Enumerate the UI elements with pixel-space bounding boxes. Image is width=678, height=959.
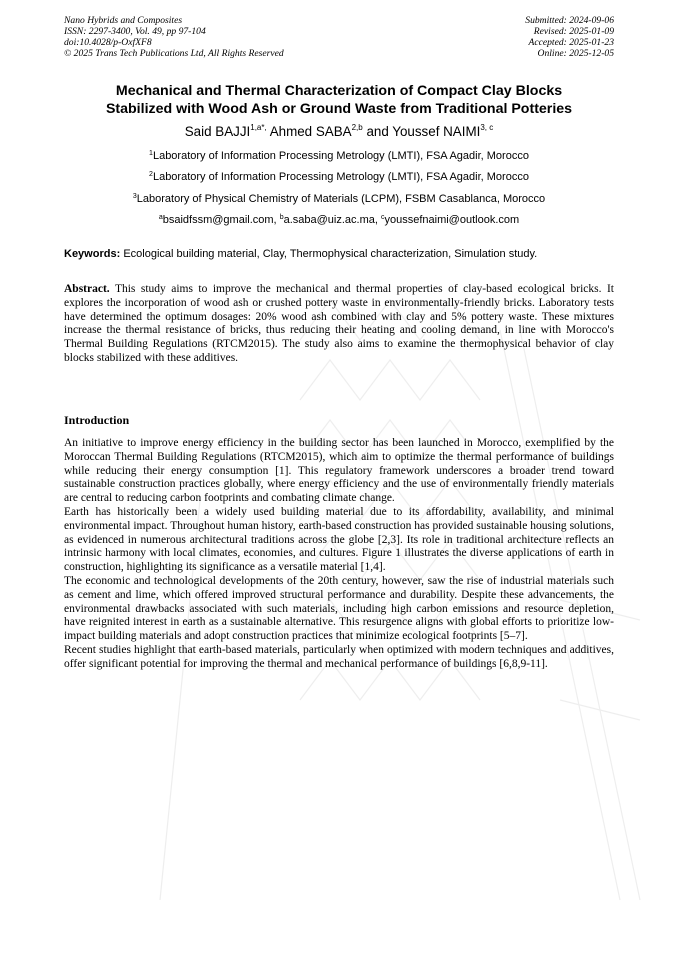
author-1: Said BAJJI (184, 124, 251, 139)
journal-doi[interactable]: doi:10.4028/p-OxfXF8 (64, 36, 152, 48)
intro-paragraph-3: The economic and technological developments of the 20th century, however, saw the rise of industrial materials such as cement and lime, which offered improved structural performance and durability. Despite these advancements, the environmental drawbacks associated with such materials, including high carbon emissions and resource depletion, have reignited interest in earth as a sustainable alternative. This resurgence aligns with global efforts to prioritize low-impact building materials and adopt construction practices that minimize ecological footprints [5–7]. (64, 574, 614, 643)
author-list (0, 124, 678, 140)
title-line-2: Stabilized with Wood Ash or Ground Waste from Traditional Potteries (105, 101, 573, 117)
abstract-text: This study aims to improve the mechanical and thermal properties of clay-based ecological bricks. It explores the incorporation of wood ash or crushed pottery waste in environmentally-friendly bricks. Laboratory tests have determined the optimum dosages: 20% wood ash combined with clay and 5% pottery waste. These mixtures increase the thermal resistance of bricks, thus reducing their heating and cooling demand, in line with Morocco's Thermal Building Regulations (RTCM2015). The study also aims to examine the thermophysical behavior of clay blocks stabilized with these additives. (64, 283, 614, 364)
author-3: Youssef NAIMI (392, 124, 481, 139)
intro-paragraph-1: An initiative to improve energy efficiency in the building sector has been launched in Morocco, exemplified by the Moroccan Thermal Building Regulations (RTCM2015), which aim to optimize the thermal performance of buildings while reducing their energy consumption [1]. This regulatory framework underscores a broader trend toward sustainable construction practices globally, where energy efficiency and the use of environmentally friendly materials are central to reducing carbon footprints and combating climate change. (64, 437, 614, 505)
introduction-body (64, 437, 614, 672)
paper-title (40, 82, 638, 118)
date-accepted: Accepted: 2025-01-23 (528, 36, 614, 48)
date-revised: Revised: 2025-01-09 (533, 25, 614, 37)
date-online: Online: 2025-12-05 (537, 47, 614, 59)
introduction-heading: Introduction (64, 413, 130, 427)
title-line-1: Mechanical and Thermal Characterization of Compact Clay Blocks (115, 83, 563, 99)
keywords (64, 248, 624, 261)
author-2-sup: 2,b (351, 123, 363, 132)
email-b-link[interactable]: a.saba@uiz.ac.ma, (283, 214, 378, 226)
affiliation-1 (0, 150, 678, 163)
affiliation-2-sup: 2 (149, 171, 153, 178)
email-b-sup: b (279, 214, 284, 221)
email-a-sup: a (158, 214, 163, 221)
intro-paragraph-4: Recent studies highlight that earth-based materials, particularly when optimized with modern techniques and additives, offer significant potential for improving the thermal and mechanical performance of buildings [6,8,9-11]. (64, 643, 614, 670)
journal-name: Nano Hybrids and Composites (64, 15, 183, 26)
email-list (0, 214, 678, 227)
author-3-sup: 3, c (480, 123, 494, 132)
affiliation-1-text: Laboratory of Information Processing Metrology (LMTI), FSA Agadir, Morocco (152, 150, 529, 162)
abstract-label: Abstract. (64, 283, 110, 295)
date-submitted: Submitted: 2024-09-06 (525, 15, 614, 26)
email-c-link[interactable]: youssefnaimi@outlook.com (384, 214, 520, 226)
email-c-sup: c (380, 214, 385, 221)
article-dates (525, 16, 614, 60)
email-a-link[interactable]: bsaidfssm@gmail.com, (162, 214, 277, 226)
affiliation-3-text: Laboratory of Physical Chemistry of Materials (LCPM), FSBM Casablanca, Morocco (136, 193, 546, 205)
author-1-sup: 1,a*, (250, 123, 267, 132)
keywords-text: Ecological building material, Clay, Thermophysical characterization, Simulation study. (123, 248, 538, 260)
intro-paragraph-2: Earth has historically been a widely used building material due to its affordability, availability, and minimal environmental impact. Throughout human history, earth-based construction has provided sustainable housing solutions, as evidenced in numerous architectural traditions across the globe [2,3]. Its role in traditional architecture reflects an intrinsic harmony with local climates, economies, and cultures. Figure 1 illustrates the diverse applications of earth in construction, highlighting its significance as a versatile material [1,4]. (64, 505, 614, 574)
journal-issn: ISSN: 2297-3400, Vol. 49, pp 97-104 (64, 25, 206, 37)
affiliation-2 (0, 171, 678, 184)
affiliation-2-text: Laboratory of Information Processing Metrology (LMTI), FSA Agadir, Morocco (152, 171, 529, 183)
author-2: Ahmed SABA (269, 124, 352, 139)
author-and: and (366, 124, 389, 139)
journal-info (64, 16, 284, 60)
affiliation-3 (0, 193, 678, 206)
affiliation-3-sup: 3 (132, 193, 137, 200)
journal-copyright: © 2025 Trans Tech Publications Ltd, All Rights Reserved (64, 47, 284, 59)
keywords-label: Keywords: (64, 248, 121, 260)
abstract (64, 283, 614, 366)
affiliation-1-sup: 1 (149, 150, 153, 157)
